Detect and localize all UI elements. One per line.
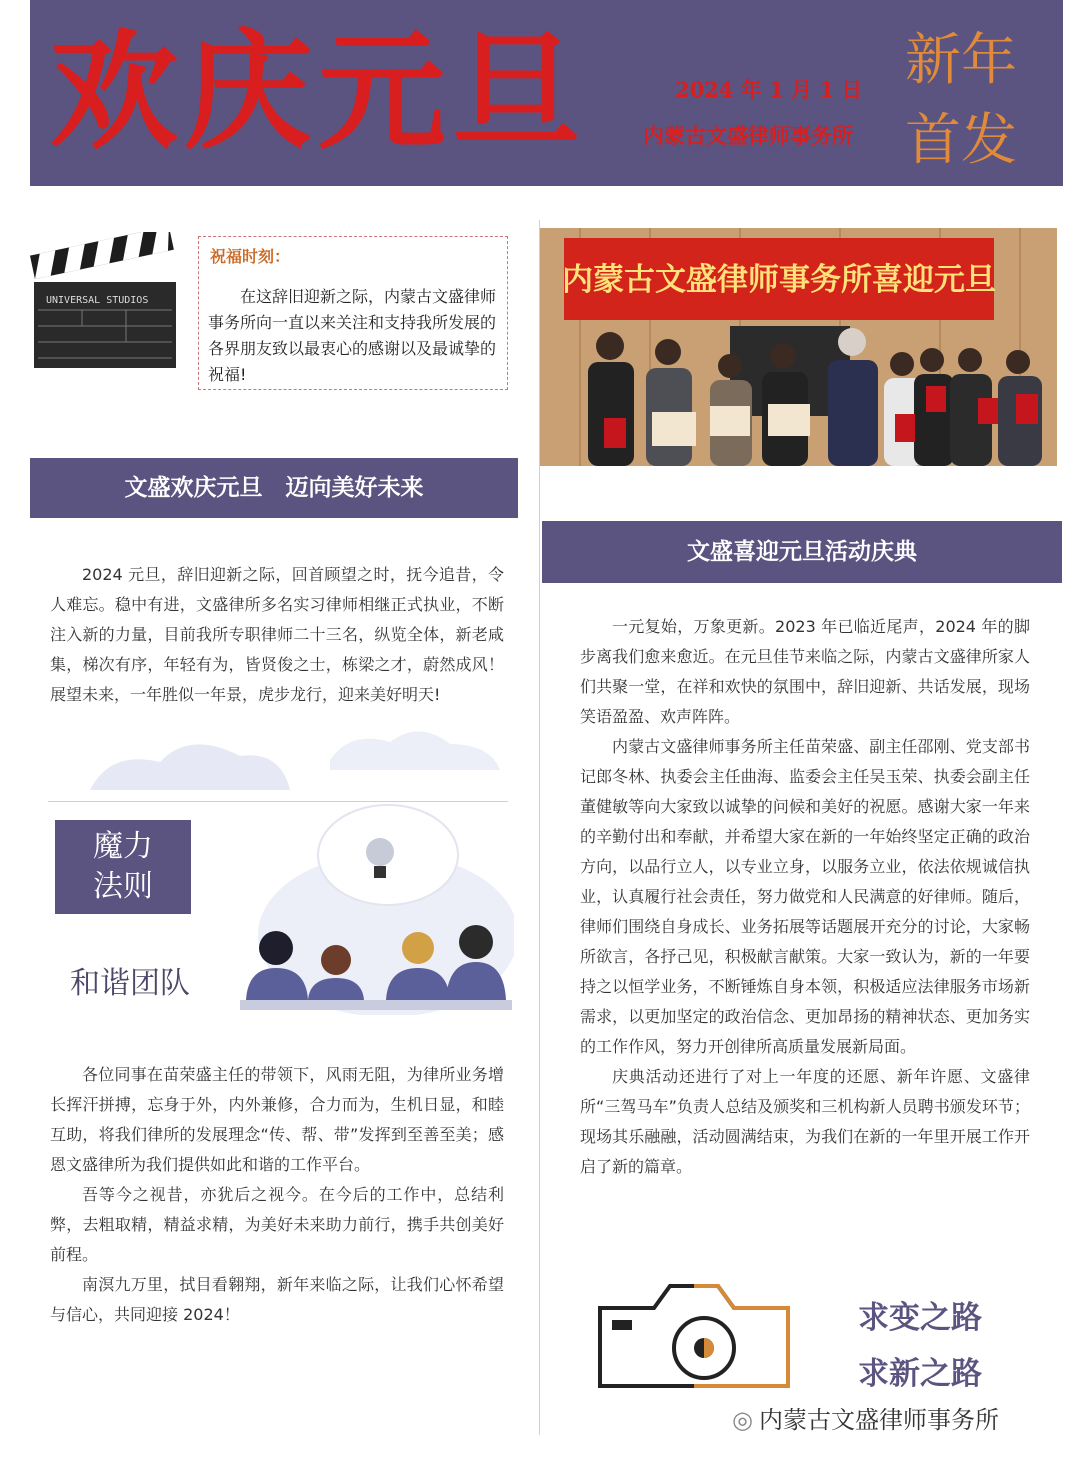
right-paragraph: 内蒙古文盛律师事务所主任苗荣盛、副主任邵刚、党支部书记郎冬林、执委会主任曲海、监委会主任吴玉荣、执委会副主任董健敏等向大家致以诚挚的问候和美好的祝愿。感谢大家一年来的辛勤付出和奉献，并希望大家在新的一年始终坚定正确的政治方向，以品行立人，以专业立身，以服务立业，依法依规诚信执业，认真履行社会责任，努力做党和人民满意的好律师。随后，律师们围绕自身成长、业务拓展等话题展开充分的讨论，大家畅所欲言，各抒己见，积极献言献策。大家一致认为，新的一年要持之以恒学业务，不断锤炼自身本领，积极适应法律服务市场新需求，以更加坚定的政治信念、更加昂扬的精神状态、更加务实的工作作风，努力开创律所高质量发展新局面。: [580, 737, 1030, 1056]
clapper-text: UNIVERSAL STUDIOS: [46, 295, 149, 306]
slogan-innovate: 求新之路: [858, 1356, 982, 1392]
lightbulb-icon: [366, 838, 394, 866]
right-paragraph: 庆典活动还进行了对上一年度的还愿、新年许愿、文盛律所“三驾马车”负责人总结及颁奖和三机构新人员聘书颁发环节；现场其乐融融，活动圆满结束，为我们在新的一年里开展工作开启了新的篇章。: [580, 1067, 1030, 1176]
banner-new-year-line2: 首发: [905, 108, 1017, 173]
slogan-change: 求变之路: [858, 1300, 982, 1336]
section-title-left: 文盛欢庆元旦 迈向美好未来: [30, 458, 518, 518]
section-title-right: 文盛喜迎元旦活动庆典: [542, 521, 1062, 583]
wechat-watermark: [732, 1400, 999, 1435]
banner-firm-name: 内蒙古文盛律师事务所: [643, 124, 853, 148]
camera-icon: [594, 1268, 794, 1396]
magic-line1: 魔力: [93, 829, 153, 864]
photo-banner-text: 内蒙古文盛律师事务所喜迎元旦: [562, 262, 996, 298]
right-paragraph: 一元复始，万象更新。2023 年已临近尾声，2024 年的脚步离我们愈来愈近。在元旦佳节来临之际，内蒙古文盛律所家人们共聚一堂，在祥和欢快的氛围中，辞旧迎新、共话发展，现场笑语盈盈、欢声阵阵。: [580, 617, 1030, 726]
left-body-paragraphs: [50, 1060, 504, 1330]
left-paragraph: 各位同事在苗荣盛主任的带领下，风雨无阻，为律所业务增长挥汗拼搏，忘身于外，内外兼修，合力而为，生机日显，和睦互助，将我们律所的发展理念“传、帮、带”发挥到至善至美；感恩文盛律所为我们提供如此和谐的工作平台。: [50, 1065, 504, 1174]
right-body-paragraphs: [580, 612, 1030, 1182]
team-label: 和谐团队: [70, 966, 190, 1001]
magic-line2: 法则: [93, 869, 153, 904]
blessing-title: 祝福时刻：: [210, 247, 291, 266]
wechat-icon: ◎: [732, 1406, 753, 1434]
magic-rule-box: [55, 820, 191, 914]
left-paragraph: 南溟九万里，拭目看翱翔，新年来临之际，让我们心怀希望与信心，共同迎接 2024！: [50, 1275, 504, 1324]
banner-date: 2024 年 1 月 1 日: [675, 77, 863, 102]
event-group-photo: [540, 228, 1057, 466]
column-divider: [539, 220, 540, 1435]
left-paragraph: 吾等今之视昔，亦犹后之视今。在今后的工作中，总结利弊，去粗取精，精益求精，为美好未来助力前行，携手共创美好前程。: [50, 1185, 504, 1264]
banner-new-year-line1: 新年: [905, 28, 1017, 93]
blessing-text: 在这辞旧迎新之际，内蒙古文盛律师事务所向一直以来关注和支持我所发展的各界朋友致以最衷心的感谢以及最诚挚的祝福!: [208, 287, 497, 384]
watermark-text: 内蒙古文盛律师事务所: [758, 1406, 999, 1434]
team-illustration: [238, 800, 514, 1015]
clouds-decoration: [50, 700, 520, 800]
clapperboard-icon: [30, 232, 180, 372]
left-intro-paragraph: 2024 元旦，辞旧迎新之际，回首顾望之时，抚今追昔，令人难忘。稳中有进，文盛律所多名实习律师相继正式执业，不断注入新的力量，目前我所专职律师二十三名，纵览全体，新老咸集，梯次有序，年轻有为，皆贤俊之士，栋梁之才，蔚然成风！展望未来，一年胜似一年景，虎步龙行，迎来美好明天!: [50, 565, 504, 704]
banner-title: 欢庆元旦: [50, 18, 587, 167]
